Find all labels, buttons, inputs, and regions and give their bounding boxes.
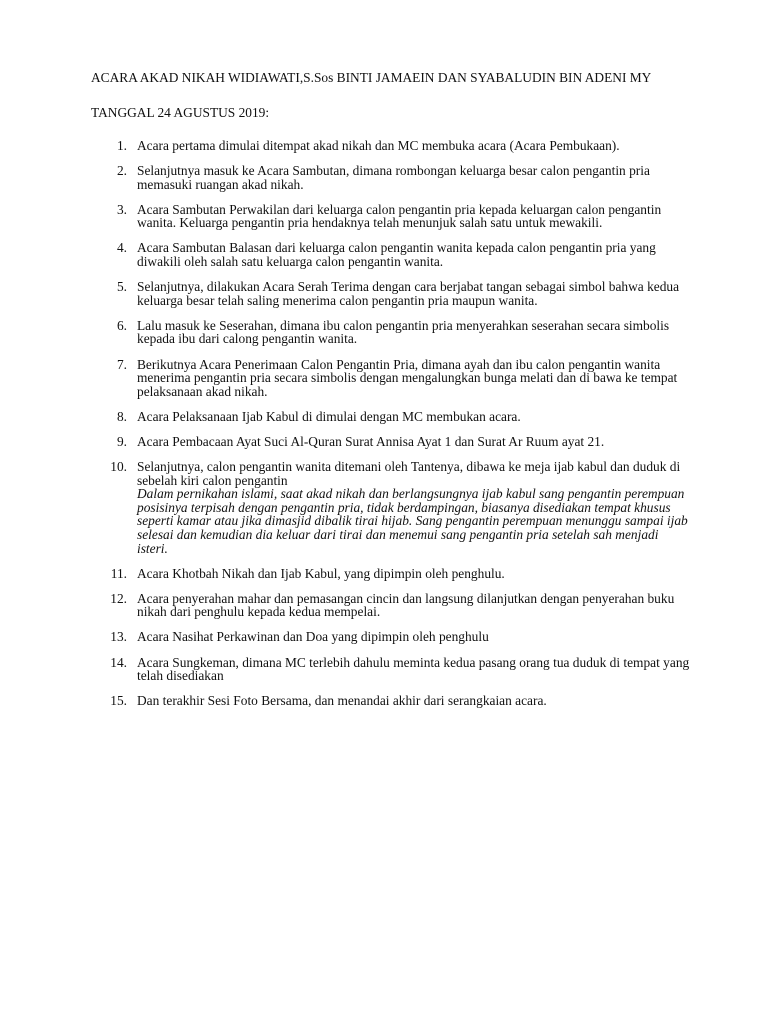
item-number: 15.	[110, 693, 127, 709]
item-text: Acara Khotbah Nikah dan Ijab Kabul, yang dipimpin oleh penghulu.	[137, 565, 505, 581]
item-note: Dalam pernikahan islami, saat akad nikah dan berlangsungnya ijab kabul sang pengantin perempuan posisinya terpisah dengan pengantin pria, tidak berdampingan, biasanya disediakan tempat khusus seperti kamar atau jika dimasjid dibalik tirai hijab. Sang pengantin perempuan menunggu sampai ijab selesai dan kemudian dia keluar dari tirai dan menemui sang pengantin pria setelah sah menjadi isteri.	[137, 486, 688, 556]
item-number: 12.	[110, 590, 127, 606]
list-item	[91, 164, 691, 191]
list-item	[91, 656, 691, 683]
item-text: Berikutnya Acara Penerimaan Calon Pengantin Pria, dimana ayah dan ibu calon pengantin wanita menerima pengantin pria secara simbolis dengan mengalungkan bunga melati dan di bawa ke tempat pelaksanaan akad nikah.	[137, 356, 678, 399]
item-number: 1.	[116, 138, 127, 153]
list-item	[91, 592, 691, 619]
document-date: TANGGAL 24 AGUSTUS 2019:	[91, 104, 270, 120]
item-number: 3.	[116, 201, 127, 217]
document-page	[91, 71, 691, 719]
list-item	[91, 241, 691, 268]
list-item	[91, 139, 691, 153]
item-text: Acara Nasihat Perkawinan dan Doa yang dipimpin oleh penghulu	[137, 629, 489, 645]
item-text: Acara Pembacaan Ayat Suci Al-Quran Surat Annisa Ayat 1 dan Surat Ar Ruum ayat 21.	[137, 433, 605, 449]
item-text: Acara Sambutan Perwakilan dari keluarga calon pengantin pria kepada keluargan calon pengantin wanita. Keluarga pengantin pria hendaknya telah menunjuk salah satu untuk mewakili.	[137, 201, 662, 231]
item-text: Acara Sungkeman, dimana MC terlebih dahulu meminta kedua pasang orang tua duduk di tempat yang telah disediakan	[137, 654, 690, 684]
item-text: Selanjutnya, calon pengantin wanita ditemani oleh Tantenya, dibawa ke meja ijab kabul dan duduk di sebelah kiri calon pengantin	[137, 459, 681, 488]
list-item	[91, 280, 691, 307]
list-item	[91, 694, 691, 708]
item-number: 7.	[116, 356, 127, 372]
item-number: 5.	[116, 279, 127, 295]
list-item	[91, 319, 691, 346]
item-text: Selanjutnya, dilakukan Acara Serah Terima dengan cara berjabat tangan sebagai simbol bahwa kedua keluarga besar telah saling menerima calon pengantin pria maupun wanita.	[137, 279, 680, 308]
item-number: 11.	[110, 565, 127, 581]
item-text: Selanjutnya masuk ke Acara Sambutan, dimana rombongan keluarga besar calon pengantin pria memasuki ruangan akad nikah.	[137, 163, 650, 192]
list-item	[91, 203, 691, 230]
list-item	[91, 435, 691, 449]
item-number: 14.	[110, 654, 127, 670]
item-number: 4.	[116, 240, 127, 256]
item-text: Dan terakhir Sesi Foto Bersama, dan menandai akhir dari serangkaian acara.	[137, 693, 547, 709]
item-number: 2.	[116, 163, 127, 179]
item-number: 13.	[110, 629, 127, 645]
item-number: 6.	[116, 317, 127, 333]
item-number: 9.	[116, 433, 127, 449]
list-item	[91, 410, 691, 424]
item-number: 10.	[110, 459, 127, 474]
list-item	[91, 567, 691, 581]
list-item	[91, 630, 691, 644]
document-title: ACARA AKAD NIKAH WIDIAWATI,S.Sos BINTI JAMAEIN DAN SYABALUDIN BIN ADENI MY	[91, 70, 652, 85]
agenda-list	[91, 139, 691, 708]
list-item	[91, 358, 691, 399]
list-item	[91, 460, 691, 555]
item-text: Acara Sambutan Balasan dari keluarga calon pengantin wanita kepada calon pengantin pria yang diwakili oleh salah satu keluarga calon pengantin wanita.	[137, 240, 656, 270]
item-text: Acara pertama dimulai ditempat akad nikah dan MC membuka acara (Acara Pembukaan).	[137, 138, 620, 153]
item-text: Lalu masuk ke Seserahan, dimana ibu calon pengantin pria menyerahkan seserahan secara simbolis kepada ibu dari calong pengantin wanita.	[137, 317, 670, 347]
item-text: Acara penyerahan mahar dan pemasangan cincin dan langsung dilanjutkan dengan penyerahan buku nikah dari penghulu kepada kedua mempelai.	[137, 590, 675, 620]
item-text: Acara Pelaksanaan Ijab Kabul di dimulai dengan MC membukan acara.	[137, 408, 521, 424]
item-number: 8.	[116, 408, 127, 424]
